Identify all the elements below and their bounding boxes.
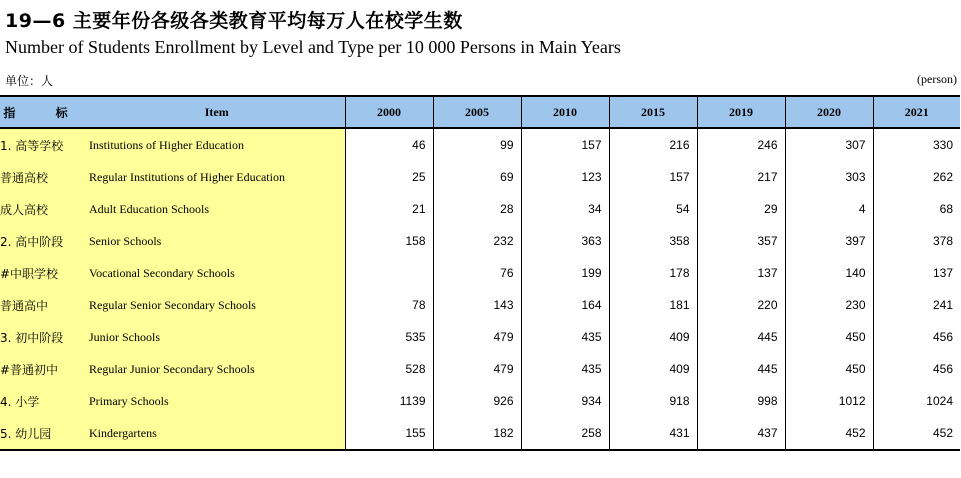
row-label-cn: #中职学校 (0, 257, 89, 289)
header-year: 2005 (433, 96, 521, 128)
table-row (0, 353, 960, 385)
table-row (0, 225, 960, 257)
table-cell: 409 (609, 321, 697, 353)
row-label-cn: 3. 初中阶段 (0, 321, 89, 353)
table-cell: 528 (345, 353, 433, 385)
table-cell: 307 (785, 128, 873, 161)
table-cell: 1012 (785, 385, 873, 417)
table-cell: 54 (609, 193, 697, 225)
row-label-en: Senior Schools (89, 225, 345, 257)
table-cell: 220 (697, 289, 785, 321)
table-cell: 25 (345, 161, 433, 193)
header-year: 2021 (873, 96, 960, 128)
header-year: 2000 (345, 96, 433, 128)
table-cell: 363 (521, 225, 609, 257)
header-year: 2020 (785, 96, 873, 128)
table-cell: 78 (345, 289, 433, 321)
table-cell: 303 (785, 161, 873, 193)
table-cell: 998 (697, 385, 785, 417)
table-cell: 46 (345, 128, 433, 161)
table-cell: 1024 (873, 385, 960, 417)
table-cell: 450 (785, 321, 873, 353)
unit-label-en: (person) (917, 72, 957, 86)
table-cell: 217 (697, 161, 785, 193)
row-label-en: Junior Schools (89, 321, 345, 353)
table-cell: 181 (609, 289, 697, 321)
table-cell: 456 (873, 321, 960, 353)
table-cell: 143 (433, 289, 521, 321)
table-cell: 437 (697, 417, 785, 450)
table-cell: 431 (609, 417, 697, 450)
table-cell: 357 (697, 225, 785, 257)
row-label-en: Regular Junior Secondary Schools (89, 353, 345, 385)
row-label-cn: 成人高校 (0, 193, 89, 225)
row-label-en: Vocational Secondary Schools (89, 257, 345, 289)
table-cell: 918 (609, 385, 697, 417)
table-cell: 450 (785, 353, 873, 385)
table-cell: 452 (873, 417, 960, 450)
header-year: 2019 (697, 96, 785, 128)
table-cell (345, 257, 433, 289)
table-row (0, 289, 960, 321)
row-label-cn: 4. 小学 (0, 385, 89, 417)
table-cell: 158 (345, 225, 433, 257)
header-year: 2015 (609, 96, 697, 128)
table-cell: 164 (521, 289, 609, 321)
table-cell: 28 (433, 193, 521, 225)
table-row (0, 257, 960, 289)
row-label-en: Institutions of Higher Education (89, 128, 345, 161)
table-cell: 157 (609, 161, 697, 193)
table-cell: 155 (345, 417, 433, 450)
table-cell: 535 (345, 321, 433, 353)
table-cell: 358 (609, 225, 697, 257)
row-label-cn: 普通高校 (0, 161, 89, 193)
table-cell: 182 (433, 417, 521, 450)
row-label-en: Kindergartens (89, 417, 345, 450)
table-cell: 409 (609, 353, 697, 385)
table-row (0, 321, 960, 353)
table-cell: 258 (521, 417, 609, 450)
table-header-row (0, 96, 960, 128)
table-cell: 230 (785, 289, 873, 321)
row-label-cn: 2. 高中阶段 (0, 225, 89, 257)
row-label-cn: 普通高中 (0, 289, 89, 321)
table-row (0, 417, 960, 450)
table-cell: 4 (785, 193, 873, 225)
table-row (0, 128, 960, 161)
row-label-en: Regular Institutions of Higher Education (89, 161, 345, 193)
table-cell: 435 (521, 353, 609, 385)
table-cell: 378 (873, 225, 960, 257)
unit-label-cn: 单位：人 (5, 74, 54, 88)
table-cell: 452 (785, 417, 873, 450)
table-cell: 246 (697, 128, 785, 161)
row-label-en: Regular Senior Secondary Schools (89, 289, 345, 321)
table-cell: 262 (873, 161, 960, 193)
table-cell: 68 (873, 193, 960, 225)
table-cell: 199 (521, 257, 609, 289)
row-label-en: Adult Education Schools (89, 193, 345, 225)
table-cell: 29 (697, 193, 785, 225)
table-cell: 232 (433, 225, 521, 257)
page-title-cn: 19—6 主要年份各级各类教育平均每万人在校学生数 (5, 10, 463, 32)
table-cell: 137 (697, 257, 785, 289)
table-cell: 456 (873, 353, 960, 385)
table-cell: 21 (345, 193, 433, 225)
table-row (0, 385, 960, 417)
row-label-cn: 5. 幼儿园 (0, 417, 89, 450)
table-row (0, 161, 960, 193)
table-cell: 435 (521, 321, 609, 353)
header-year: 2010 (521, 96, 609, 128)
table-cell: 216 (609, 128, 697, 161)
table-cell: 99 (433, 128, 521, 161)
row-label-cn: #普通初中 (0, 353, 89, 385)
table-cell: 479 (433, 321, 521, 353)
header-indicator: 指 标 (0, 96, 89, 128)
table-cell: 330 (873, 128, 960, 161)
data-table (0, 95, 960, 451)
page-title-en: Number of Students Enrollment by Level and Type per 10 000 Persons in Main Years (5, 37, 621, 57)
table-row (0, 193, 960, 225)
table-cell: 123 (521, 161, 609, 193)
table-cell: 445 (697, 353, 785, 385)
table-cell: 137 (873, 257, 960, 289)
table-cell: 479 (433, 353, 521, 385)
row-label-cn: 1. 高等学校 (0, 128, 89, 161)
table-cell: 69 (433, 161, 521, 193)
table-cell: 157 (521, 128, 609, 161)
row-label-en: Primary Schools (89, 385, 345, 417)
table-cell: 241 (873, 289, 960, 321)
table-cell: 140 (785, 257, 873, 289)
table-cell: 76 (433, 257, 521, 289)
table-cell: 934 (521, 385, 609, 417)
table-cell: 445 (697, 321, 785, 353)
table-cell: 34 (521, 193, 609, 225)
table-cell: 926 (433, 385, 521, 417)
table-cell: 397 (785, 225, 873, 257)
table-cell: 1139 (345, 385, 433, 417)
header-item: Item (89, 96, 345, 128)
table-cell: 178 (609, 257, 697, 289)
